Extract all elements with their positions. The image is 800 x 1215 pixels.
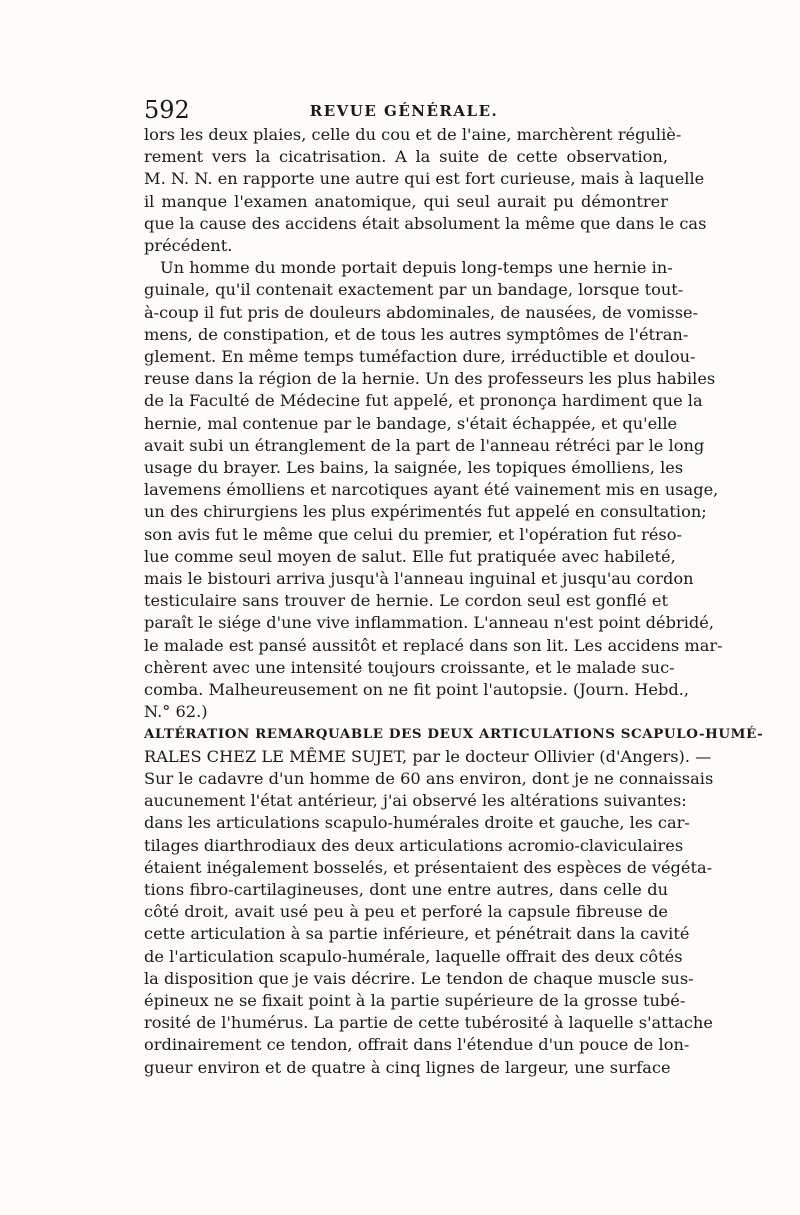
text-line: Sur le cadavre d'un homme de 60 ans environ, dont je ne connaissais [144,768,714,788]
text-line: lue comme seul moyen de salut. Elle fut pratiquée avec habileté, [144,546,676,566]
running-head: REVUE GÉNÉRALE. [309,102,499,120]
text-line: gueur environ et de quatre à cinq lignes de largeur, une surface [144,1057,671,1077]
text-line: cette articulation à sa partie inférieure, et pénétrait dans la cavité [144,924,690,944]
text-line: aucunement l'état antérieur, j'ai observé les altérations suivantes: [144,791,687,811]
text-line: paraît le siége d'une vive inflammation. L'anneau n'est point débridé, [144,613,714,633]
text-line: Un homme du monde portait depuis long-temps une hernie in- [160,258,673,278]
text-line: un des chirurgiens les plus expérimentés fut appelé en consultation; [144,502,707,522]
text-line: testiculaire sans trouver de hernie. Le cordon seul est gonflé et [144,591,668,611]
text-line: précédent. [144,236,233,256]
text-line: mens, de constipation, et de tous les autres symptômes de l'étran- [144,324,689,344]
text-line: N.° 62.) [144,702,208,722]
text-line: la disposition que je vais décrire. Le tendon de chaque muscle sus- [144,968,694,988]
text-line: hernie, mal contenue par le bandage, s'était échappée, et qu'elle [144,413,678,433]
text-line: rement vers la cicatrisation. A la suite de cette observation, [144,147,668,167]
text-line: guinale, qu'il contenait exactement par un bandage, lorsque tout- [144,280,684,300]
text-line: tilages diarthrodiaux des deux articulations acromio-claviculaires [144,835,684,855]
text-line: de l'articulation scapulo-humérale, laquelle offrait des deux côtés [144,946,683,966]
section-heading-continued: RALES CHEZ LE MÊME SUJET, par le docteur Ollivier (d'Angers). — [144,746,712,766]
text-line: son avis fut le même que celui du premier, et l'opération fut réso- [144,524,682,544]
text-line: comba. Malheureusement on ne fit point l'autopsie. (Journ. Hebd., [144,680,690,700]
text-line: le malade est pansé aussitôt et replacé dans son lit. Les accidens mar- [144,635,723,655]
text-line: épineux ne se fixait point à la partie supérieure de la grosse tubé- [144,990,686,1010]
text-line: tions fibro-cartilagineuses, dont une entre autres, dans celle du [144,879,668,899]
text-line: avait subi un étranglement de la part de l'anneau rétréci par le long [144,435,705,455]
text-line: il manque l'examen anatomique, qui seul aurait pu démontrer [144,191,668,211]
text-line: côté droit, avait usé peu à peu et perforé la capsule fibreuse de [144,902,668,922]
text-line: à-coup il fut pris de douleurs abdominales, de nausées, de vomisse- [144,302,699,322]
body-text [144,124,764,1079]
section-heading: ALTÉRATION REMARQUABLE DES DEUX ARTICULATIONS SCAPULO-HUMÉ- [144,726,764,743]
text-line: glement. En même temps tuméfaction dure, irréductible et doulou- [144,347,696,367]
text-line: étaient inégalement bosselés, et présentaient des espèces de végéta- [144,857,713,877]
text-line: rosité de l'humérus. La partie de cette tubérosité à laquelle s'attache [144,1013,713,1033]
text-line: que la cause des accidens était absolument la même que dans le cas [144,213,707,233]
text-line: lavemens émolliens et narcotiques ayant été vainement mis en usage, [144,480,719,500]
text-line: reuse dans la région de la hernie. Un des professeurs les plus habiles [144,369,716,389]
page-number: 592 [144,96,190,124]
text-line: chèrent avec une intensité toujours croissante, et le malade suc- [144,657,675,677]
text-line: mais le bistouri arriva jusqu'à l'anneau inguinal et jusqu'au cordon [144,569,694,589]
text-line: M. N. N. en rapporte une autre qui est fort curieuse, mais à laquelle [144,169,705,189]
text-line: usage du brayer. Les bains, la saignée, les topiques émolliens, les [144,458,684,478]
text-line: dans les articulations scapulo-humérales droite et gauche, les car- [144,813,690,833]
text-line: ordinairement ce tendon, offrait dans l'étendue d'un pouce de lon- [144,1035,690,1055]
text-line: lors les deux plaies, celle du cou et de l'aine, marchèrent réguliè- [144,125,682,144]
text-line: de la Faculté de Médecine fut appelé, et prononça hardiment que la [144,391,703,411]
